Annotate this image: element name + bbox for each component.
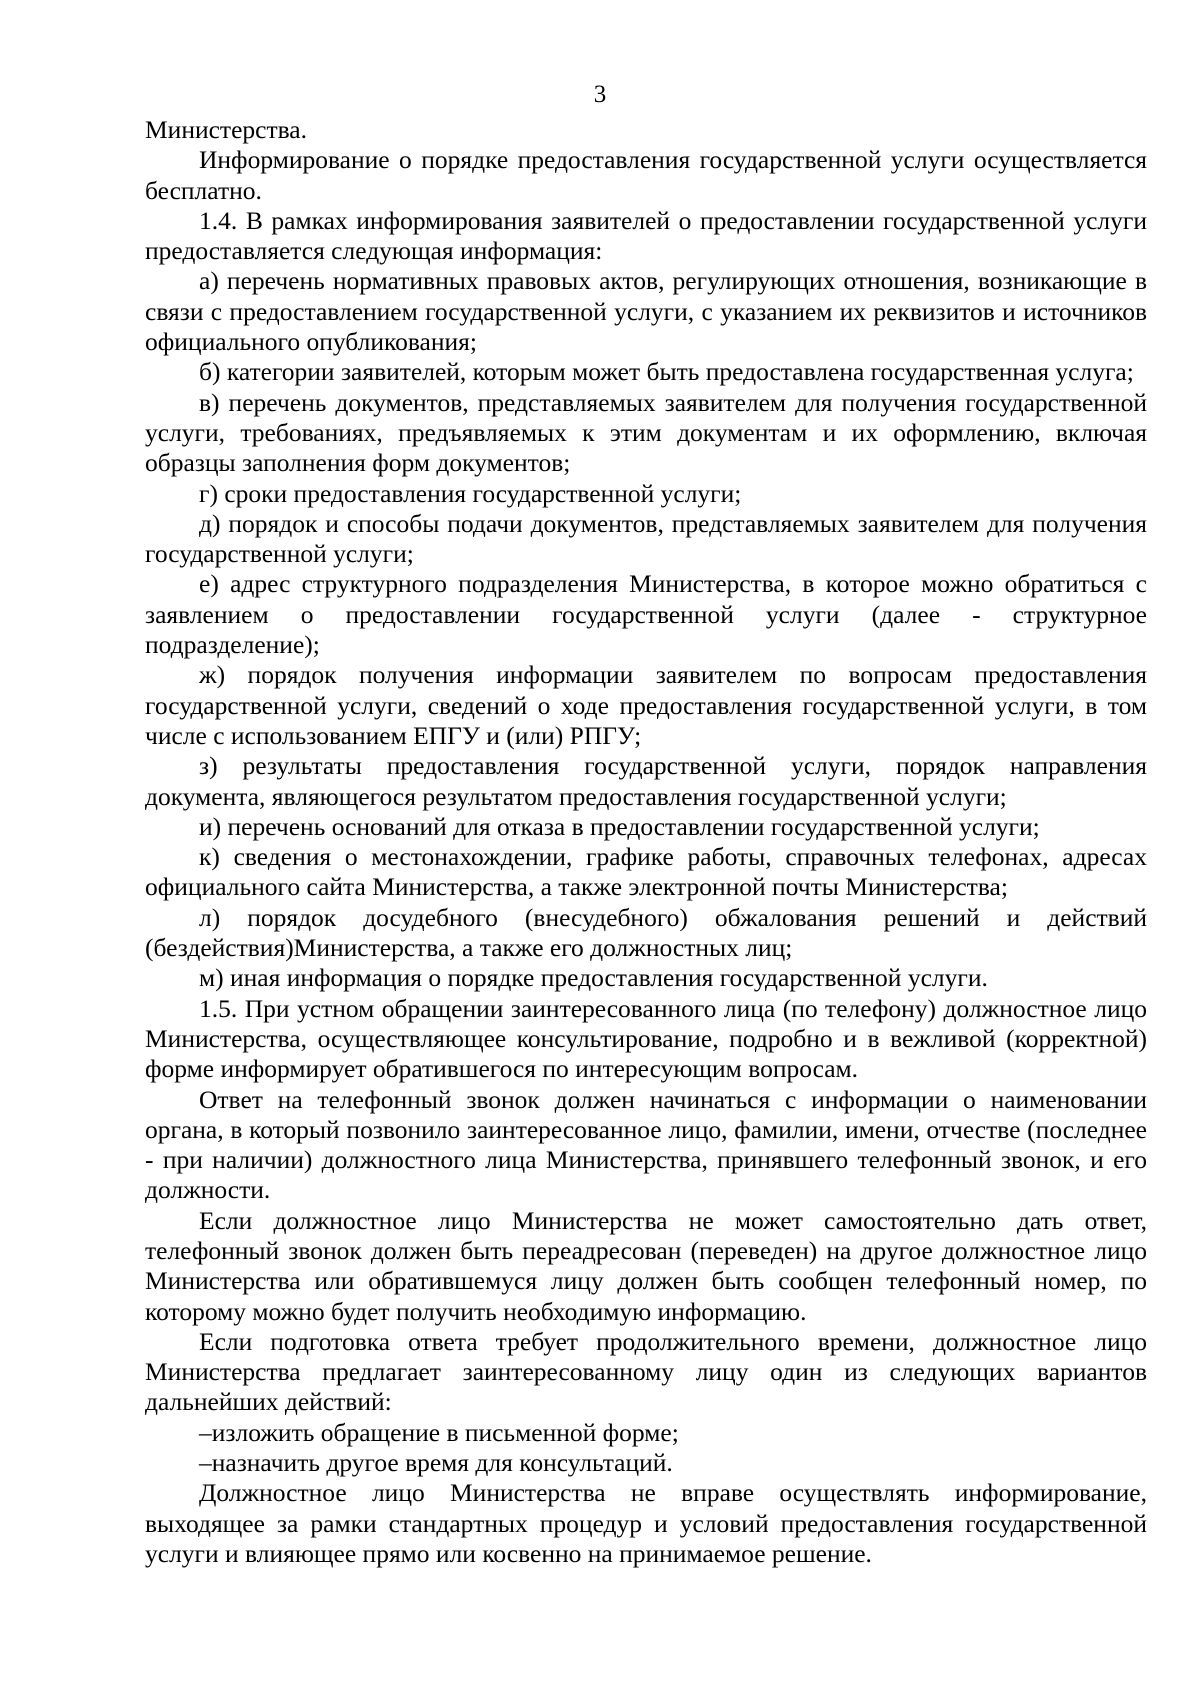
dash-item-reschedule: –назначить другое время для консультаций.: [199, 1448, 673, 1478]
paragraph-phone-answer: Ответ на телефонный звонок должен начинаться с информации о наименовании органа, в который позвонило заинтересованное лицо, фамилии, имени, отчестве (последнее - при наличии) должностного лица Министерства, принявшего телефонный звонок, и его должности.: [145, 1084, 1147, 1205]
list-item-v: в) перечень документов, представляемых заявителем для получения государственной услуги, требованиях, предъявляемых к этим документам и их оформлению, включая образцы заполнения форм документов;: [145, 387, 1147, 478]
paragraph-2: 1.4. В рамках информирования заявителей о предоставлении государственной услуги предоставляется следующая информация:: [145, 205, 1147, 266]
list-item-a: а) перечень нормативных правовых актов, регулирующих отношения, возникающие в связи с предоставлением государственной услуги, с указанием их реквизитов и источников официального опубликования;: [145, 266, 1147, 357]
paragraph-1-5: 1.5. При устном обращении заинтересованного лица (по телефону) должностное лицо Министерства, осуществляющее консультирование, подробно и в вежливой (корректной) форме информирует обратившегося по интересующим вопросам.: [145, 993, 1147, 1084]
list-item-i: и) перечень оснований для отказа в предоставлении государственной услуги;: [199, 811, 1040, 841]
list-item-e: е) адрес структурного подразделения Министерства, в которое можно обратиться с заявлением о предоставлении государственной услуги (далее - структурное подразделение);: [145, 569, 1147, 660]
list-item-g: г) сроки предоставления государственной услуги;: [199, 478, 742, 508]
list-item-k: к) сведения о местонахождении, графике работы, справочных телефонах, адресах официального сайта Министерства, а также электронной почты Министерства;: [145, 842, 1147, 902]
list-item-zh: ж) порядок получения информации заявителем по вопросам предоставления государственной услуги, сведений о ходе предоставления государственной услуги, в том числе с использованием ЕПГУ и (или) РПГУ;: [145, 660, 1147, 750]
list-item-m: м) иная информация о порядке предоставления государственной услуги.: [199, 963, 988, 993]
paragraph-limits: Должностное лицо Министерства не вправе осуществлять информирование, выходящее за рамки стандартных процедур и условий предоставления государственной услуги и влияющее прямо или косвенно на принимаемое решение.: [145, 1478, 1147, 1568]
paragraph-long-answer: Если подготовка ответа требует продолжительного времени, должностное лицо Министерства предлагает заинтересованному лицу один из следующих вариантов дальнейших действий:: [145, 1326, 1147, 1417]
paragraph-redirect: Если должностное лицо Министерства не может самостоятельно дать ответ, телефонный звонок должен быть переадресован (переведен) на другое должностное лицо Министерства или обратившемуся лицу должен быть сообщен телефонный номер, по которому можно будет получить необходимую информацию.: [145, 1205, 1147, 1326]
dash-item-written: –изложить обращение в письменной форме;: [199, 1417, 679, 1447]
list-item-z: з) результаты предоставления государственной услуги, порядок направления документа, являющегося результатом предоставления государственной услуги;: [145, 751, 1147, 811]
page-number: 3: [593, 81, 607, 108]
list-item-d: д) порядок и способы подачи документов, представляемых заявителем для получения государственной услуги;: [145, 508, 1147, 569]
paragraph-0: Министерства.: [145, 115, 308, 144]
paragraph-1: Информирование о порядке предоставления государственной услуги осуществляется бесплатно.: [145, 145, 1147, 205]
document-body: [145, 115, 1147, 1569]
list-item-l: л) порядок досудебного (внесудебного) обжалования решений и действий (бездействия)Министерства, а также его должностных лиц;: [145, 902, 1147, 963]
list-item-b: б) категории заявителей, которым может быть предоставлена государственная услуга;: [199, 357, 1134, 387]
